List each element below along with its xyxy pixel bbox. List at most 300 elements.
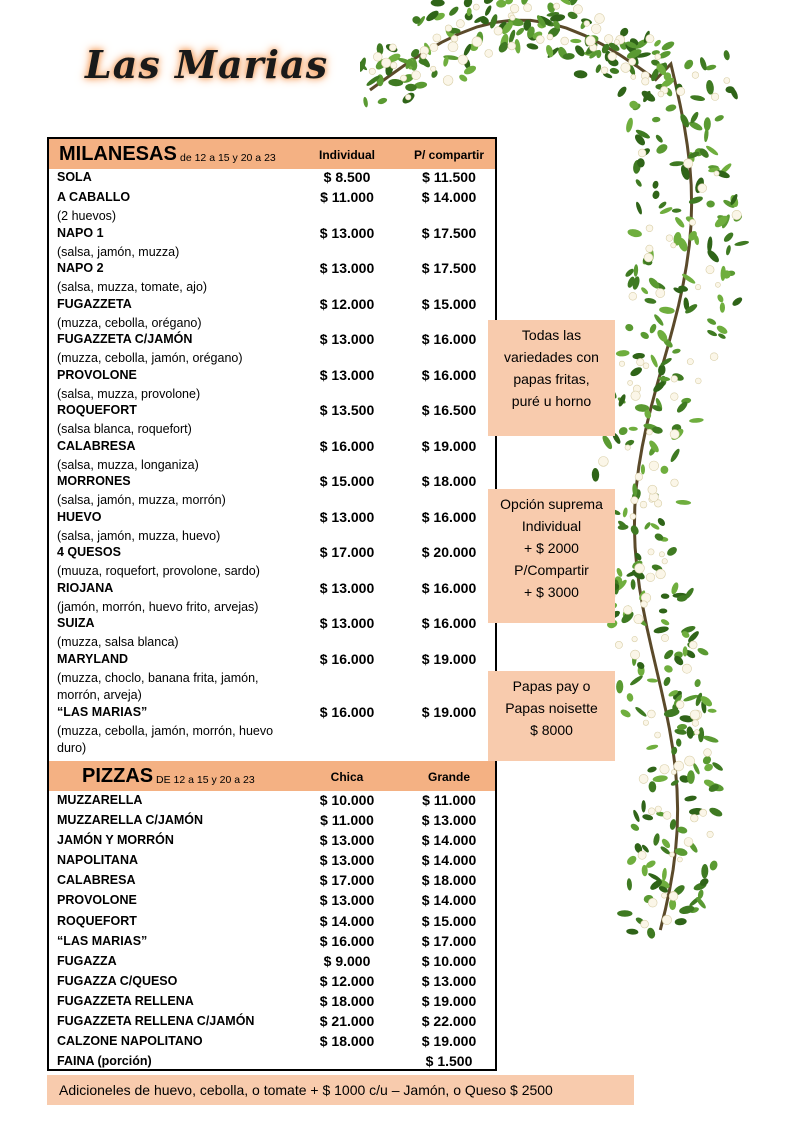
item-price-large: $ 17.500 — [421, 260, 477, 276]
vine-flower — [445, 25, 452, 32]
vine-leaf — [629, 365, 644, 378]
item-price-small: $ 18.000 — [319, 1033, 375, 1050]
vine-leaf — [687, 770, 695, 784]
item-price-small: $ 17.000 — [319, 872, 375, 889]
menu-item — [49, 439, 495, 475]
vine-flower — [401, 75, 407, 81]
menu-item — [49, 893, 495, 913]
item-price-small: $ 16.000 — [319, 650, 375, 667]
vine-leaf — [683, 646, 688, 656]
item-name: CALABRESA — [57, 873, 136, 888]
vine-flower — [412, 71, 421, 80]
vine-leaf — [698, 727, 705, 742]
vine-leaf — [661, 593, 670, 599]
vine-leaf — [716, 293, 725, 303]
vine-flower — [656, 569, 666, 579]
item-price-large: $ 14.000 — [421, 832, 477, 849]
item-description: (muuza, roquefort, provolone, sardo) — [57, 564, 260, 578]
vine-flower — [608, 52, 616, 60]
milanesas-list — [49, 170, 495, 758]
vine-leaf — [659, 609, 667, 614]
item-name: NAPO 2 — [57, 261, 104, 275]
vine-leaf — [462, 0, 473, 8]
vine-leaf — [707, 236, 713, 252]
menu-item — [49, 332, 495, 368]
vine-flower — [604, 35, 613, 44]
item-price-large: $ 19.000 — [421, 703, 477, 720]
menu-item — [49, 474, 495, 510]
vine-leaf — [360, 57, 367, 73]
vine-leaf — [722, 231, 735, 244]
note-line: Todas las — [521, 327, 582, 343]
item-price-small: $ 9.000 — [323, 952, 371, 969]
vine-flower — [714, 171, 719, 176]
vine-flower — [642, 78, 649, 85]
vine-flower — [648, 808, 655, 815]
vine-flower — [631, 74, 636, 79]
vine-flower — [536, 35, 544, 43]
vine-leaf — [708, 806, 724, 818]
note-line: puré u horno — [511, 393, 592, 409]
item-price-large: $ 15.000 — [421, 295, 477, 312]
vine-leaf — [651, 190, 660, 200]
vine-leaf — [652, 117, 661, 123]
vine-flower — [666, 235, 673, 242]
note-suprema — [488, 489, 615, 623]
vine-flower — [390, 62, 397, 69]
vine-leaf — [626, 878, 632, 891]
note-line: Opción suprema — [500, 496, 603, 512]
vine-flower — [656, 289, 665, 298]
item-name: A CABALLO — [57, 190, 131, 204]
vine-flower — [648, 485, 657, 494]
item-name: CALABRESA — [57, 438, 136, 453]
vine-leaf — [696, 646, 709, 657]
item-price-large: $ 14.000 — [421, 852, 477, 869]
menu-item — [49, 954, 495, 974]
note-line: Individual — [521, 518, 582, 534]
item-price-large: $ 18.000 — [421, 473, 477, 489]
vine-leaf — [648, 781, 656, 793]
item-name: NAPOLITANA — [57, 853, 139, 868]
menu-item — [49, 190, 495, 226]
vine-leaf — [653, 39, 662, 48]
item-description: (muzza, choclo, banana frita, jamón, morrón, arveja) — [57, 670, 259, 702]
vine-leaf — [674, 216, 686, 229]
menu-item — [49, 1034, 495, 1054]
item-description: (salsa, muzza, provolone) — [57, 386, 201, 401]
pizzas-col-grande: Grande — [427, 770, 470, 784]
vine-leaf — [678, 904, 695, 915]
vine-leaf — [689, 417, 704, 423]
item-price-large: $ 16.000 — [421, 579, 477, 596]
vine-flower — [619, 361, 624, 366]
milanesas-hours: de 12 a 15 y 20 a 23 — [180, 152, 276, 164]
vine-leaf — [595, 64, 603, 74]
vine-flower — [472, 37, 482, 47]
item-name: PROVOLONE — [57, 367, 137, 382]
menu-item — [49, 705, 495, 758]
vine-leaf — [629, 524, 640, 536]
note-line: Papas pay o — [512, 678, 591, 694]
vine-flower — [638, 149, 646, 157]
vine-leaf — [573, 44, 586, 58]
menu-item — [49, 403, 495, 439]
menu-item — [49, 1054, 495, 1074]
vine-flower — [648, 898, 657, 907]
vine-leaf — [656, 517, 666, 528]
vine-flower — [698, 184, 707, 193]
item-price-large: $ 16.000 — [421, 508, 477, 525]
vine-flower — [586, 36, 596, 46]
item-name: 4 QUESOS — [57, 545, 121, 559]
vine-flower — [634, 615, 643, 624]
vine-flower — [629, 58, 636, 65]
vine-leaf — [609, 67, 619, 75]
menu-item — [49, 368, 495, 404]
vine-leaf — [665, 103, 677, 112]
vine-leaf — [662, 676, 671, 687]
item-price-small: $ 12.000 — [319, 295, 375, 312]
vine-flower — [641, 601, 648, 608]
vine-leaf — [615, 567, 623, 578]
vine-leaf — [622, 507, 628, 518]
vine-leaf — [705, 80, 714, 95]
vine-leaf — [652, 775, 668, 783]
item-description: (muzza, cebolla, orégano) — [57, 315, 202, 330]
menu-item — [49, 510, 495, 546]
vine-flower — [443, 76, 453, 86]
vine-flower — [684, 838, 693, 847]
vine-leaf — [665, 545, 678, 557]
vine-flower — [601, 67, 608, 74]
vine-flower — [660, 765, 669, 774]
menu-item — [49, 833, 495, 853]
vine-leaf — [660, 465, 669, 474]
item-price-small: $ 13.000 — [319, 579, 375, 596]
vine-flower — [573, 5, 582, 14]
vine-leaf — [640, 89, 657, 104]
vine-flower — [510, 4, 519, 13]
vine-leaf — [624, 323, 634, 332]
item-price-large: $ 18.000 — [421, 872, 477, 889]
vine-leaf — [715, 324, 728, 336]
vine-flower — [494, 27, 502, 35]
menu-item — [49, 652, 495, 705]
vine-flower — [695, 284, 700, 289]
item-name: MORRONES — [57, 474, 131, 488]
item-name: RIOJANA — [57, 580, 114, 595]
item-name: FUGAZZETA RELLENA — [57, 993, 194, 1008]
vine-flower — [631, 497, 638, 504]
vine-leaf — [660, 618, 670, 627]
item-price-small: $ 12.000 — [319, 972, 375, 989]
item-price-small: $ 21.000 — [319, 1013, 375, 1030]
vine-leaf — [601, 434, 614, 451]
item-description: (salsa, jamón, muzza) — [57, 244, 180, 259]
vine-flower — [591, 24, 601, 34]
item-price-small: $ 13.000 — [319, 615, 375, 631]
vine-flower — [646, 573, 655, 582]
vine-flower — [648, 710, 656, 718]
vine-flower — [431, 66, 436, 71]
vine-flower — [458, 55, 468, 65]
vine-flower — [639, 774, 648, 783]
item-description: (2 huevos) — [57, 209, 117, 223]
vine-leaf — [714, 114, 725, 123]
vine-leaf — [644, 297, 657, 305]
vine-leaf — [655, 142, 670, 156]
pizzas-col-chica: Chica — [330, 770, 364, 784]
vine-leaf — [634, 706, 648, 718]
vine-leaf — [653, 625, 669, 634]
item-name: “LAS MARIAS” — [57, 933, 148, 948]
item-price-small: $ 11.000 — [320, 812, 374, 829]
vine-leaf — [662, 648, 675, 661]
menu-item — [49, 793, 495, 813]
item-price-small: $ 13.000 — [319, 260, 375, 276]
vine-flower — [405, 94, 411, 100]
item-price-small: $ 14.000 — [319, 912, 375, 929]
vine-leaf — [643, 521, 651, 530]
item-price-large: $ 1.500 — [425, 1053, 473, 1070]
vine-flower — [547, 34, 553, 40]
item-description: (salsa, muzza, longaniza) — [57, 457, 199, 472]
menu-item — [49, 974, 495, 994]
item-name: FAINA (porción) — [57, 1054, 152, 1069]
vine-flower — [456, 20, 464, 28]
vine-leaf — [616, 680, 623, 694]
item-price-large: $ 14.000 — [421, 189, 477, 205]
vine-leaf — [652, 833, 660, 847]
vine-flower — [421, 53, 427, 59]
item-price-small: $ 18.000 — [319, 992, 375, 1009]
vine-flower — [715, 282, 720, 287]
vine-flower — [687, 359, 693, 365]
vine-leaf — [706, 317, 717, 326]
vine-flower — [448, 42, 458, 52]
item-description: (muzza, salsa blanca) — [57, 635, 179, 649]
vine-leaf — [635, 178, 643, 187]
note-line: + $ 2000 — [524, 540, 579, 556]
vine-flower — [561, 37, 569, 45]
vine-flower — [700, 809, 707, 816]
menu-item — [49, 914, 495, 934]
vine-leaf — [669, 448, 681, 464]
item-price-small: $ 16.000 — [319, 703, 375, 720]
vine-leaf — [363, 97, 369, 108]
item-name: MARYLAND — [57, 651, 129, 666]
vine-flower — [655, 54, 661, 60]
item-name: MUZZARELLA C/JAMÓN — [57, 813, 204, 828]
vine-flower — [695, 378, 701, 384]
item-price-large: $ 19.000 — [421, 1033, 477, 1050]
vine-leaf — [625, 117, 634, 133]
item-name: ROQUEFORT — [57, 403, 137, 417]
item-price-small: $ 13.000 — [319, 892, 375, 909]
note-line: variedades con — [504, 349, 599, 365]
vine-leaf — [617, 910, 633, 917]
vine-leaf — [676, 499, 692, 505]
item-name: NAPO 1 — [57, 225, 104, 240]
item-description: (salsa, jamón, muzza, morrón) — [57, 493, 226, 507]
vine-flower — [554, 3, 560, 9]
vine-flower — [692, 720, 699, 727]
milanesas-header — [49, 139, 495, 169]
footer-extras: Adicioneles de huevo, cebolla, o tomate + $ 1000 c/u – Jamón, o Queso $ 2500 — [47, 1075, 634, 1105]
vine-leaf — [672, 348, 681, 355]
vine-flower — [671, 376, 678, 383]
item-price-large: $ 11.000 — [422, 792, 476, 808]
vine-leaf — [646, 744, 659, 751]
vine-flower — [635, 563, 645, 573]
vine-leaf — [652, 180, 660, 189]
vine-leaf — [632, 809, 641, 823]
item-name: PROVOLONE — [57, 893, 137, 908]
vine-flower — [706, 266, 714, 274]
vine-flower — [473, 4, 479, 10]
vine-leaf — [659, 306, 675, 315]
vine-leaf — [641, 800, 645, 812]
vine-flower — [595, 14, 605, 24]
vine-flower — [615, 641, 622, 648]
vine-flower — [659, 552, 664, 557]
vine-flower — [599, 457, 609, 467]
vine-flower — [691, 814, 699, 822]
vine-leaf — [482, 0, 496, 6]
item-name: FUGAZZA C/QUESO — [57, 973, 178, 988]
pizzas-title: PIZZAS — [82, 765, 154, 787]
vine-flower — [677, 857, 682, 862]
item-price-small: $ 15.000 — [319, 473, 375, 489]
vine-leaf — [627, 228, 643, 238]
vine-flower — [707, 831, 713, 837]
vine-leaf — [641, 464, 645, 474]
vine-flower — [625, 445, 630, 450]
menu-item — [49, 261, 495, 297]
vine-leaf — [707, 708, 716, 713]
item-price-small: $ 17.000 — [319, 544, 375, 560]
vine-leaf — [625, 854, 638, 867]
item-name: MUZZARELLA — [57, 793, 143, 807]
vine-leaf — [694, 678, 702, 687]
vine-flower — [684, 159, 693, 168]
item-name: SOLA — [57, 170, 92, 184]
vine-leaf — [688, 120, 704, 132]
item-price-large: $ 19.000 — [421, 992, 477, 1009]
vine-leaf — [702, 734, 719, 744]
vine-flower — [674, 761, 684, 771]
vine-flower — [676, 701, 684, 709]
item-price-small: $ 16.000 — [319, 932, 375, 949]
note-line: P/Compartir — [514, 562, 589, 578]
menu-title: Las Marias — [85, 42, 329, 87]
vine-leaf — [616, 350, 630, 357]
menu-item — [49, 581, 495, 617]
vine-leaf — [686, 726, 694, 739]
vine-flower — [635, 473, 643, 481]
item-price-large: $ 16.000 — [421, 366, 477, 383]
vine-flower — [710, 353, 718, 361]
vine-leaf — [629, 427, 638, 432]
note-line: papas fritas, — [513, 371, 590, 387]
vine-leaf — [734, 240, 749, 247]
vine-flower — [670, 852, 675, 857]
vine-leaf — [458, 73, 469, 83]
vine-flower — [381, 58, 391, 68]
vine-leaf — [660, 40, 675, 52]
vine-leaf — [723, 50, 731, 61]
item-price-large: $ 17.000 — [421, 932, 477, 949]
vine-leaf — [690, 94, 706, 102]
vine-flower — [631, 391, 640, 400]
milanesas-col-individual: Individual — [318, 148, 375, 162]
vine-flower — [643, 720, 648, 725]
vine-flower — [632, 636, 637, 641]
vine-flower — [647, 429, 653, 435]
vine-flower — [661, 634, 668, 641]
vine-flower — [584, 21, 590, 27]
note-line: Papas noisette — [505, 700, 598, 716]
vine-flower — [671, 479, 679, 487]
vine-leaf — [725, 245, 731, 256]
note-line: + $ 3000 — [524, 584, 579, 600]
vine-leaf — [711, 761, 724, 772]
vine-leaf — [431, 0, 445, 7]
item-name: FUGAZZA — [57, 953, 117, 968]
vine-flower — [638, 851, 646, 859]
item-price-small: $ 10.000 — [319, 792, 375, 808]
item-price-large: $ 22.000 — [421, 1013, 477, 1030]
vine-flower — [624, 606, 633, 615]
vine-flower — [637, 358, 644, 365]
item-price-large: $ 20.000 — [421, 544, 477, 560]
vine-flower — [670, 430, 679, 439]
vine-flower — [662, 559, 667, 564]
item-price-large: $ 16.000 — [421, 331, 477, 347]
item-price-large: $ 13.000 — [421, 972, 477, 989]
item-price-small: $ 8.500 — [323, 169, 371, 185]
item-price-small: $ 13.000 — [319, 508, 375, 525]
item-description: (muzza, cebolla, jamón, morrón, huevo duro) — [57, 723, 274, 755]
vine-leaf — [640, 286, 649, 295]
vine-flower — [662, 893, 667, 898]
vine-flower — [677, 87, 685, 95]
vine-leaf — [496, 0, 506, 8]
vine-leaf — [706, 200, 715, 207]
vine-leaf — [629, 822, 640, 832]
vine-leaf — [701, 864, 708, 879]
item-price-large: $ 15.000 — [421, 912, 477, 929]
vine-flower — [689, 219, 695, 225]
menu-item — [49, 616, 495, 652]
vine-leaf — [633, 264, 638, 277]
vine-flower — [689, 641, 697, 649]
vine-flower — [646, 35, 654, 43]
vine-leaf — [674, 918, 687, 926]
milanesas-title: MILANESAS — [59, 143, 177, 165]
vine-leaf — [706, 329, 718, 338]
vine-flower — [451, 35, 458, 42]
vine-leaf — [646, 927, 656, 940]
menu-item — [49, 853, 495, 873]
vine-flower — [640, 501, 647, 508]
vine-leaf — [448, 5, 460, 17]
vine-flower — [669, 892, 678, 901]
item-name: ROQUEFORT — [57, 913, 137, 928]
item-description: (salsa, muzza, tomate, ajo) — [57, 280, 208, 294]
vine-leaf — [631, 579, 636, 590]
